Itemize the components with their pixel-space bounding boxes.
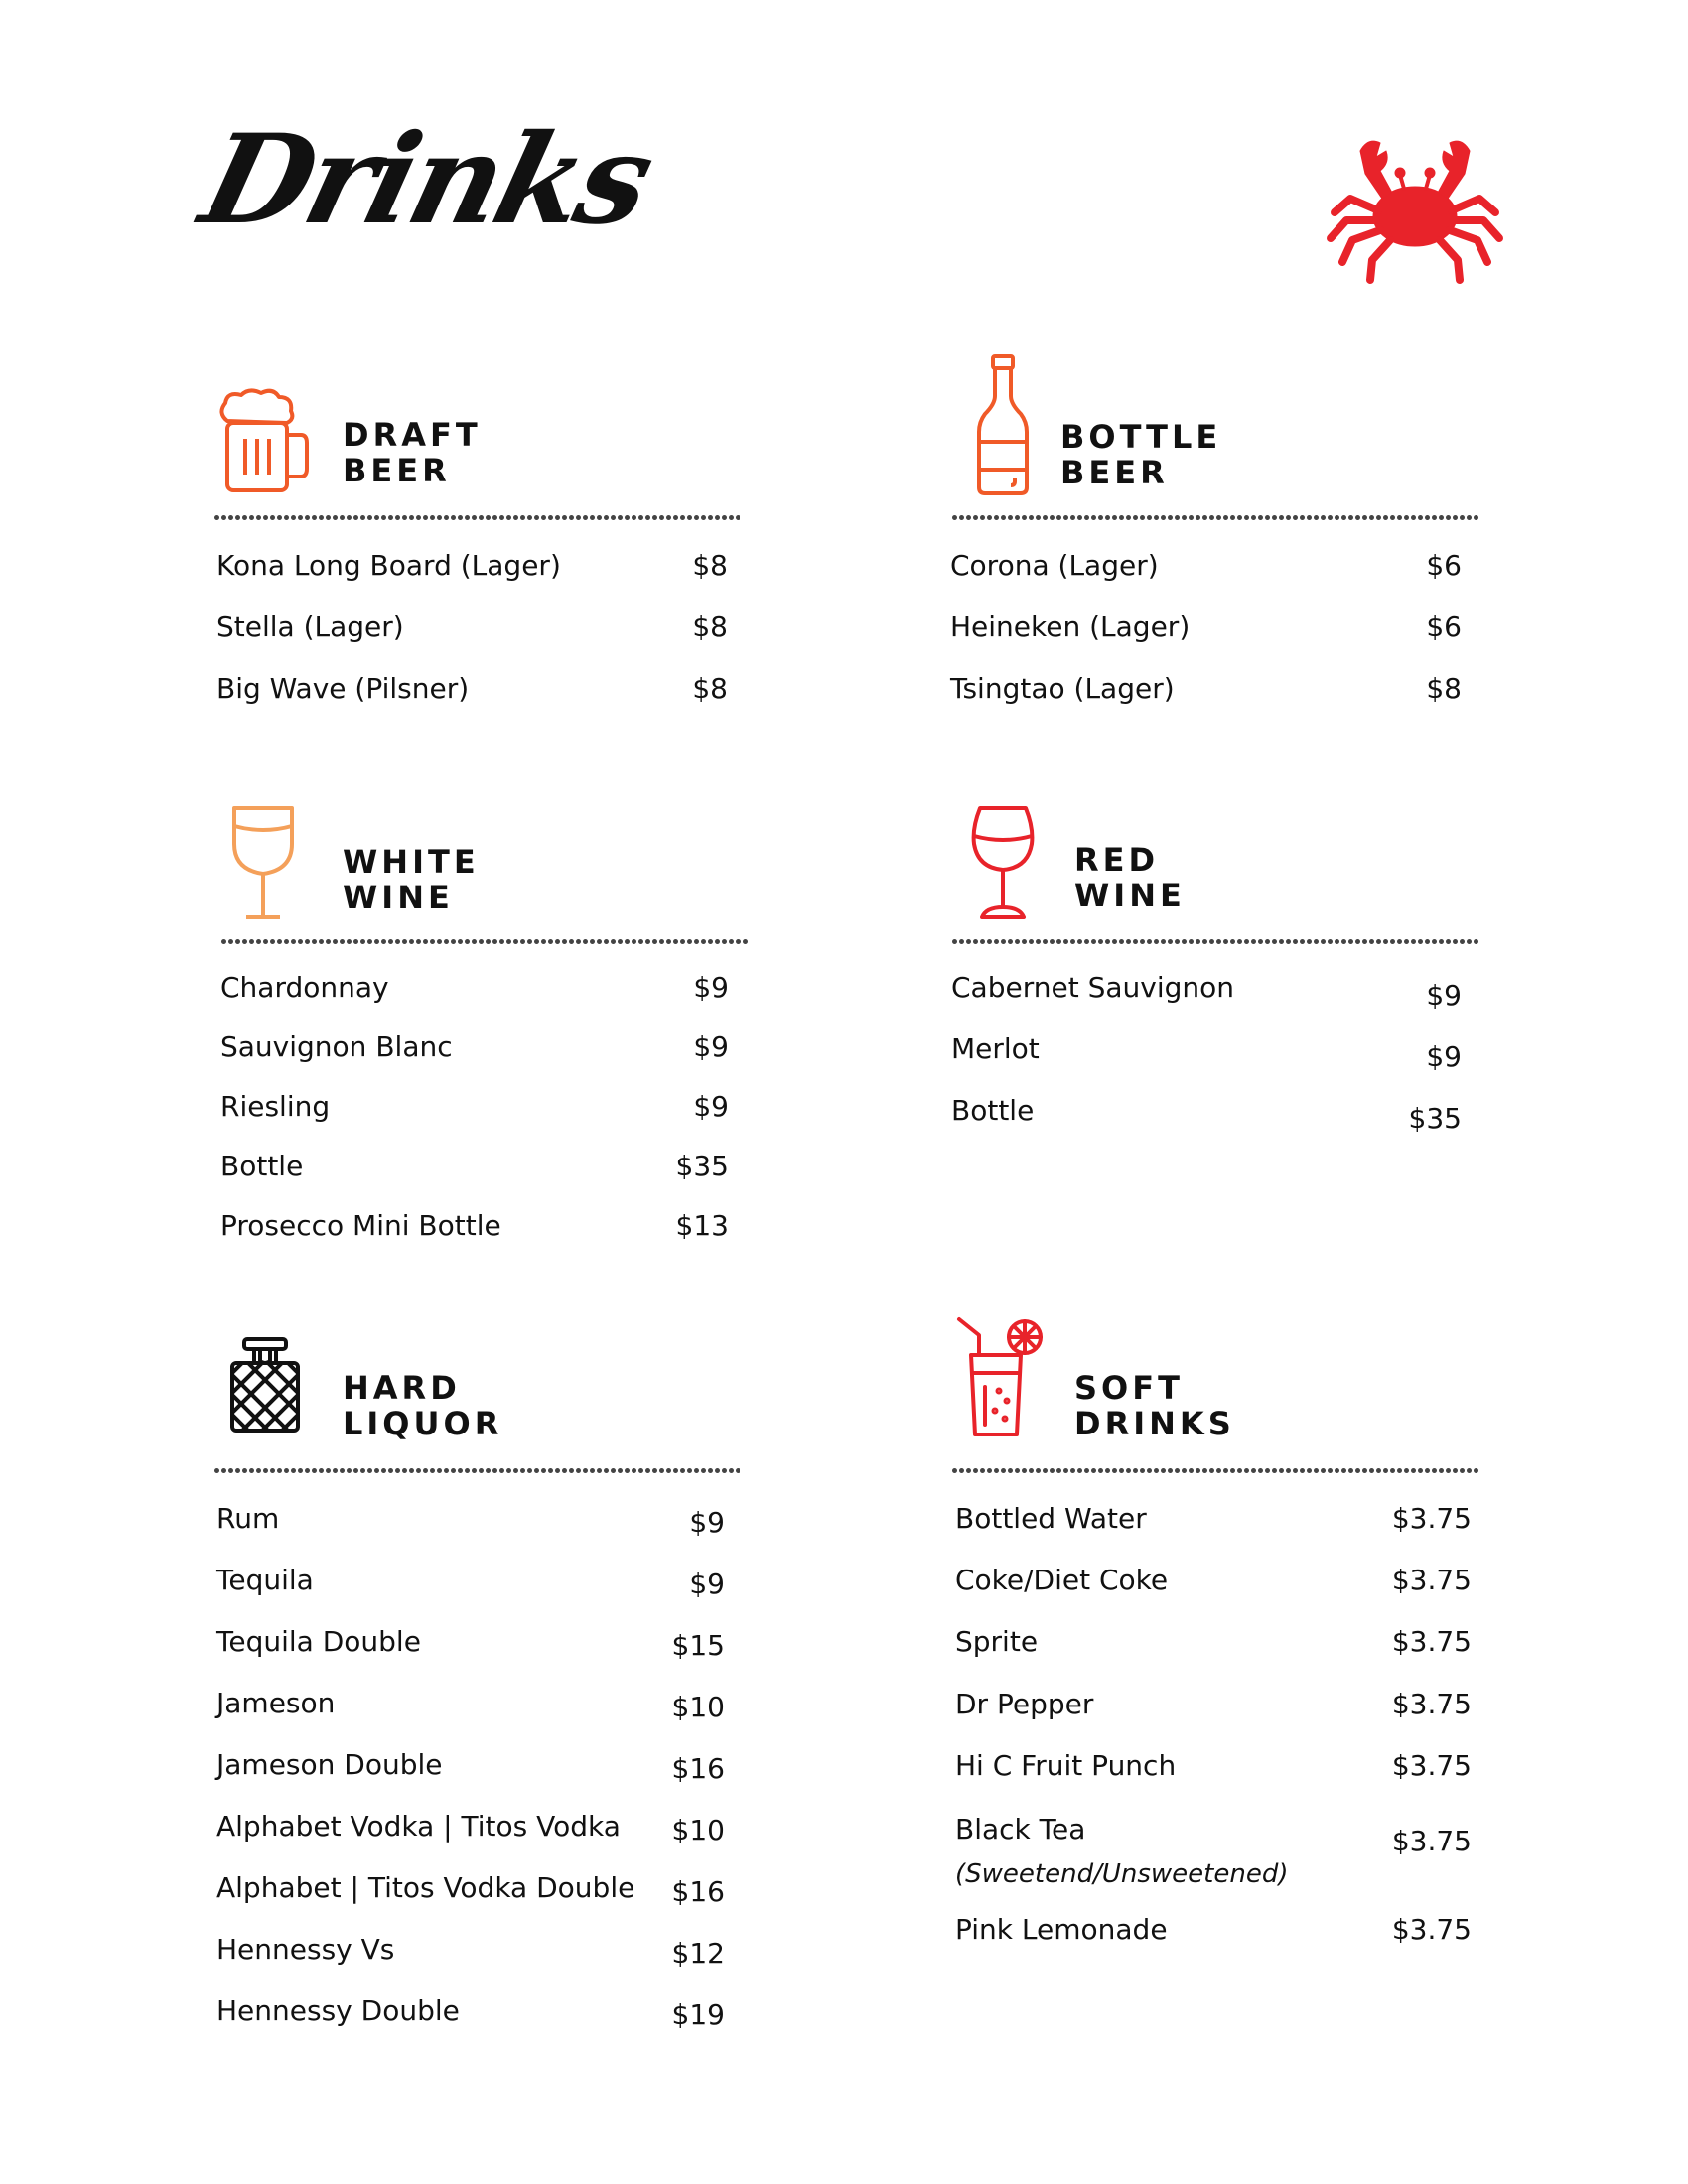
white-wine-title: WHITE WINE (343, 843, 480, 916)
section-divider (213, 514, 740, 522)
section-divider (220, 938, 750, 946)
white-wine-glass-icon (228, 804, 298, 923)
section-divider (951, 938, 1479, 946)
list-item: Chardonnay $9 (220, 971, 729, 1004)
list-item: Rum $9 (216, 1502, 725, 1539)
list-item: Jameson Double $16 (216, 1748, 725, 1785)
list-item: Dr Pepper $3.75 (955, 1688, 1472, 1720)
list-item: Riesling $9 (220, 1090, 729, 1123)
list-item: Prosecco Mini Bottle $13 (220, 1209, 729, 1242)
list-item: Stella (Lager) $8 (216, 611, 728, 643)
list-item: Heineken (Lager) $6 (950, 611, 1462, 643)
section-divider (951, 514, 1479, 522)
list-item: Bottle $35 (220, 1150, 729, 1182)
list-item: Bottled Water $3.75 (955, 1502, 1472, 1535)
list-item: Hennessy Vs $12 (216, 1933, 725, 1970)
soft-drinks-title: SOFT DRINKS (1074, 1369, 1235, 1442)
soda-glass-icon (955, 1315, 1055, 1439)
list-item: Hennessy Double $19 (216, 1994, 725, 2031)
list-item: Kona Long Board (Lager) $8 (216, 549, 728, 582)
section-divider (213, 1467, 740, 1475)
draft-beer-title: DRAFT BEER (343, 416, 482, 489)
list-item: Alphabet | Titos Vodka Double $16 (216, 1871, 725, 1908)
black-tea-note: (Sweetend/Unsweetened) (955, 1859, 1289, 1889)
page-title: Drinks (189, 108, 664, 252)
list-item: Pink Lemonade $3.75 (955, 1913, 1472, 1946)
list-item: Bottle $35 (951, 1094, 1462, 1135)
list-item: Coke/Diet Coke $3.75 (955, 1564, 1472, 1596)
section-divider (951, 1467, 1479, 1475)
crab-logo-icon (1321, 129, 1509, 288)
red-wine-title: RED WINE (1074, 841, 1186, 914)
list-item: Black Tea $3.75 (955, 1813, 1472, 1857)
list-item: Big Wave (Pilsner) $8 (216, 672, 728, 705)
list-item: Hi C Fruit Punch $3.75 (955, 1749, 1472, 1782)
list-item: Tequila $9 (216, 1564, 725, 1600)
list-item: Sauvignon Blanc $9 (220, 1030, 729, 1063)
list-item: Merlot $9 (951, 1032, 1462, 1073)
list-item: Alphabet Vodka | Titos Vodka $10 (216, 1810, 725, 1846)
list-item: Jameson $10 (216, 1687, 725, 1723)
list-item: Cabernet Sauvignon $9 (951, 971, 1462, 1012)
list-item: Corona (Lager) $6 (950, 549, 1462, 582)
list-item: Tequila Double $15 (216, 1625, 725, 1662)
list-item: Tsingtao (Lager) $8 (950, 672, 1462, 705)
bottle-beer-title: BOTTLE BEER (1060, 418, 1222, 491)
hard-liquor-title: HARD LIQUOR (343, 1369, 503, 1442)
beer-bottle-icon (973, 352, 1033, 496)
beer-mug-icon (213, 387, 313, 496)
list-item: Sprite $3.75 (955, 1625, 1472, 1658)
liquor-decanter-icon (226, 1335, 304, 1434)
red-wine-glass-icon (968, 804, 1038, 923)
